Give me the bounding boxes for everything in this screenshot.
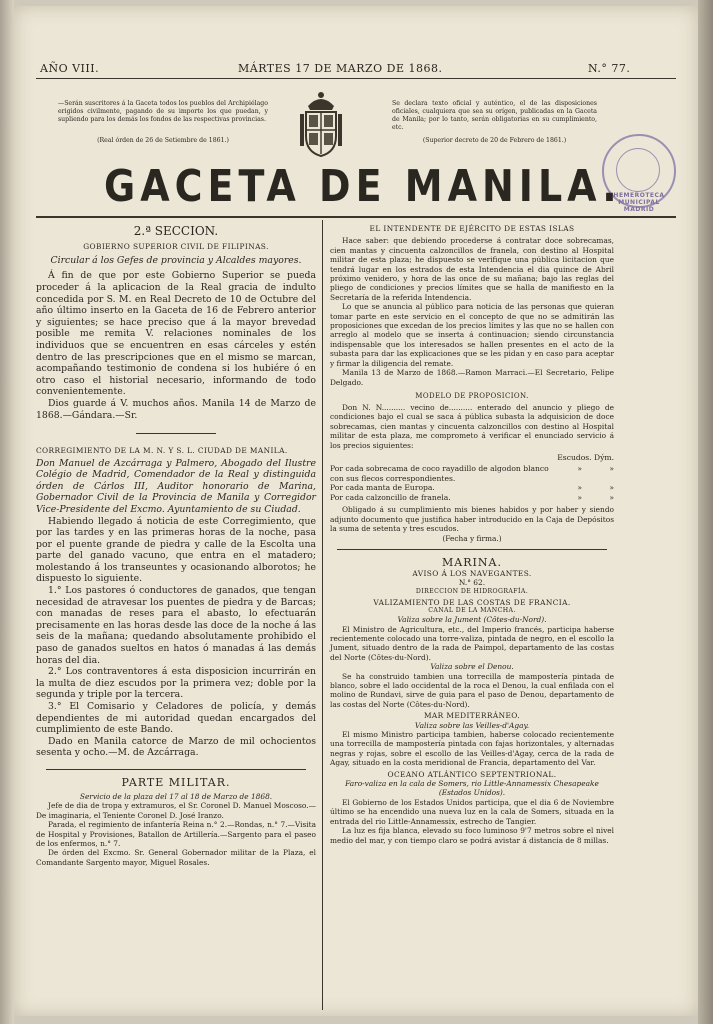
price-row-label: Por cada calzoncillo de franela. [330, 492, 451, 502]
atlantico-heading: OCEANO ATLÁNTICO SEPTENTRIONAL. [387, 769, 557, 779]
left-notice-source: (Real órden de 26 de Setiembre de 1861.) [97, 137, 229, 144]
royal-coat-of-arms-icon [296, 90, 346, 160]
right-column [330, 224, 614, 845]
modelo-close: Obligado á su cumplimiento mis bienes habidos y por haber y siendo adjunto documento que justifica haber introducido en la Caja de Depósitos la suma de setenta y tres escudos. [330, 505, 614, 534]
page-edge [698, 0, 713, 1024]
marina-heading: MARINA. [442, 555, 502, 569]
corregimiento-close: Dado en Manila catorce de Marzo de mil ochocientos sesenta y ocho.—M. de Azcárraga. [36, 735, 316, 759]
gov-heading: GOBIERNO SUPERIOR CIVIL DE FILIPINAS. [83, 242, 269, 251]
library-stamp-text: HEMEROTECA MUNICIPAL MADRID [613, 192, 665, 213]
canal-heading: CANAL DE LA MANCHA. [428, 607, 516, 615]
price-table-header: Escudos. Dým. [557, 452, 614, 462]
price-row-value: » [609, 483, 614, 493]
left-column [36, 224, 316, 867]
circular-body: Á fin de que por este Gobierno Superior se pueda proceder á la aplicacion de la Real gracia de indulto concedida por S. M. en Real Decreto de 10 de Octubre del año último inserto en la Gaceta de 16 de Febrero anterior y siguientes; se hace preciso que á la mayor brevedad posible me remita V. relaciones nominales de los individuos que se encuentren en esas cárceles y estén dentro de las prescripciones que en el mismo se marcan, acompañando testimonio de condena si los hubiére ó en otro caso el historial necesario, informando de todo convenientemente. [36, 270, 316, 398]
intendente-body-2: Lo que se anuncia al público para noticia de las personas que quieran tomar parte en este servicio en el concepto de que no se admitirán las proposiciones que excedan de los precios límites y las que no se hallen con arreglo al modelo que se inserta á continuacion; siendo circunstancia indispensable que los interesados se hallen presentes en el acto de la subasta para dar las explicaciones que se les pidan y en caso para aceptar y firmar la diligencia del remate. [330, 302, 614, 368]
library-stamp-seal-icon [616, 148, 660, 192]
price-row-label: Por cada manta de Europa. [330, 483, 435, 493]
valiza-3-body: El mismo Ministro participa tambien, haberse colocado recientemente una torrecilla de mampostería pintada con fajas horizontales, y alternadas negras y rojas, sobre el escollo de las Veilles-d'Agay, cerca de la rada de Agay, situado en la costa meridional de Francia, departamento del Var. [330, 730, 614, 768]
hidrografia-label: DIRECCION DE HIDROGRAFÍA. [415, 587, 529, 595]
militar-line-3: De órden del Excmo. Sr. General Gobernador militar de la Plaza, el Comandante Sargento mayor, Miguel Rosales. [36, 848, 316, 867]
price-row-value: » [609, 492, 614, 502]
price-row [330, 464, 614, 483]
price-row [330, 493, 614, 503]
valiza-2-body: Se ha construido tambien una torrecilla de mampostería pintada de blanco, sobre el lado occidental de la roca el Denou, la cual enfilada con el molino de Rundavi, sirve de guia para el paso de Denou, departamento de las costas del Norte (Côtes-du-Nord). [330, 671, 614, 709]
valiza-1-body: El Ministro de Agricultura, etc., del Imperio francés, participa haberse recientemente colocado una torre-valiza, pintada de negro, en el escollo la Jument, situado dentro de la rada de Paimpol, departamento de las costas del Norte (Côtes-du-Nord). [330, 624, 614, 662]
newspaper-page [14, 6, 698, 1016]
faro-body: El Gobierno de los Estados Unidos participa, que el dia 6 de Noviembre último se ha encendido una nueva luz en la cala de Somers, situada en la entrada del rio Little-Annamessix, estrecho de Tangier. [330, 797, 614, 826]
right-notice-source: (Superior decreto de 20 de Febrero de 1861.) [422, 137, 567, 144]
price-row [330, 483, 614, 493]
mediterraneo-heading: MAR MEDITERRÁNEO. [423, 711, 521, 721]
section-divider [136, 433, 216, 434]
militar-divider [46, 769, 306, 770]
price-row-value: » [577, 492, 582, 502]
modelo-body: Don N. N.......... vecino de.......... enterado del anuncio y pliego de condiciones bajo el cual se saca á pública subasta la adquisicion de doce sobrecamas, cien mantas y cincuenta calzoncillos con destino al Hospital militar de esta plaza, me comprometo á verificar el enunciado servicio á los precios siguientes: [330, 402, 614, 450]
article-1: 1.° Los pastores ó conductores de ganados, que tengan necesidad de atravesar los puentes de piedra y de Barcas; con manadas de reses para el abasto, lo efectuarán precisamente en las horas desde las doce de la noche á las seis de la mañana; quedando absolutamente prohibido el paso de ganados sueltos en hatos ó manadas á las demás horas del dia. [36, 585, 316, 666]
book-spine [0, 0, 14, 1024]
price-row-value: » [609, 463, 614, 473]
avisos-heading: AVISO Á LOS NAVEGANTES. [412, 568, 532, 578]
issue-date: MÁRTES 17 DE MARZO DE 1868. [238, 62, 443, 75]
valiza-1-heading: Valiza sobre la Jument (Côtes-du-Nord). [397, 615, 547, 625]
corregimiento-heading: CORREGIMIENTO DE LA M. N. Y S. L. CIUDAD DE MANILA. [36, 446, 288, 456]
valiza-3-heading: Valiza sobre las Veilles-d'Agay. [414, 720, 530, 730]
price-row-label: Por cada sobrecama de coco rayadillo de algodon blanco con sus flecos correspondientes. [330, 463, 549, 483]
modelo-sign: (Fecha y firma.) [442, 533, 502, 543]
intendente-close: Manila 13 de Marzo de 1868.—Ramon Marraci.—El Secretario, Felipe Delgado. [330, 368, 614, 387]
valiza-2-heading: Valiza sobre el Denou. [430, 662, 514, 672]
intendente-body: Hace saber: que debiendo procederse á contratar doce sobrecamas, cien mantas y cincuenta calzoncillos de franela, con destino al Hospital militar de esta plaza; he dispuesto se verifique una pública licitacion que tendrá lugar en los estrados de esta Intendencia el dia quince de Abril próximo venidero, y hora de las once de su mañana; bajo las reglas del pliego de condiciones y precios límites que se halla de manifiesto en la Secretaría de la referida Intendencia. [330, 236, 614, 302]
militar-line-2: Parada, el regimiento de infantería Reina n.° 2.—Rondas, n.° 7.—Visita de Hospital y Provisiones, Batallon de Artillería.—Sargento para el paseo de los enfermos, n.° 7. [36, 820, 316, 848]
price-row-value: » [577, 483, 582, 493]
left-notice: —Serán suscritores á la Gaceta todos los pueblos del Archipiélago erigidos civilmente, pagando de su importe los que puedan, y supliendo para los demás los fondos de las respectivas provincias. [58, 100, 268, 123]
year-label: AÑO VIII. [40, 62, 100, 75]
masthead-rule [36, 78, 676, 79]
faro-heading: Faro-valiza en la cala de Somers, rio Little-Annamessix Chesapeake (Estados Unidos). [345, 779, 599, 798]
faro-body-2: La luz es fija blanca, elevado su foco luminoso 9'7 metros sobre el nivel medio del mar, y con tiempo claro se podrá avistar á distancia de 8 millas. [330, 826, 614, 845]
intendente-heading: EL INTENDENTE DE EJÉRCITO DE ESTAS ISLAS [369, 224, 575, 233]
newspaper-title: GACETA DE MANILA. [104, 160, 622, 212]
corregimiento-intro: Don Manuel de Azcárraga y Palmero, Abogado del Ilustre Colégio de Madrid, Comendador de la Real y distinguida órden de Cárlos III, Auditor honorario de Marina, Gobernador Civil de la Provincia de Manila y Corregidor Vice-Presidente del Excmo. Ayuntamiento de su Ciudad. [36, 457, 316, 515]
militar-heading: PARTE MILITAR. [121, 775, 231, 789]
avisos-number: N.° 62. [458, 578, 486, 588]
section-heading: 2.ª SECCION. [133, 224, 219, 238]
article-3: 3.° El Comisario y Celadores de policía, y demás dependientes de mi autoridad quedan encargados del cumplimiento de este Bando. [36, 701, 316, 736]
price-row-value: » [577, 463, 582, 473]
article-2: 2.° Los contraventores á esta disposicion incurrirán en la multa de diez escudos por la primera vez; doble por la segunda y triple por la tercera. [36, 666, 316, 701]
balizamiento-heading: VALIZAMIENTO DE LAS COSTAS DE FRANCIA. [373, 597, 571, 607]
modelo-heading: MODELO DE PROPOSICION. [415, 391, 529, 400]
militar-service: Servicio de la plaza del 17 al 18 de Marzo de 1868. [79, 791, 273, 801]
issue-number: N.° 77. [588, 62, 631, 75]
circular-heading: Circular á los Gefes de provincia y Alcaldes mayores. [50, 255, 302, 267]
title-rule [36, 216, 676, 218]
circular-close: Dios guarde á V. muchos años. Manila 14 de Marzo de 1868.—Gándara.—Sr. [36, 397, 316, 421]
right-notice: Se declara texto oficial y auténtico, el de las disposiciones oficiales, cualquiera que sea su orígen, publicadas en la Gaceta de Manila; por lo tanto, serán obligatorias en su cumplimiento, etc. [392, 100, 597, 131]
corregimiento-body: Habiendo llegado á noticia de este Corregimiento, que por las tardes y en las primeras horas de la noche, pasa por el puente grande de piedra y calle de la Escolta una parte del ganado vacuno, que entra en el matadero; molestando á los transeuntes y ocasionando alborotos; he dispuesto lo siguiente. [36, 515, 316, 585]
column-divider [322, 220, 323, 1010]
marina-divider [337, 549, 607, 550]
militar-line-1: Jefe de dia de tropa y extramuros, el Sr. Coronel D. Manuel Moscoso.—De imaginaria, el Teniente Coronel D. José Iranzo. [36, 801, 316, 820]
